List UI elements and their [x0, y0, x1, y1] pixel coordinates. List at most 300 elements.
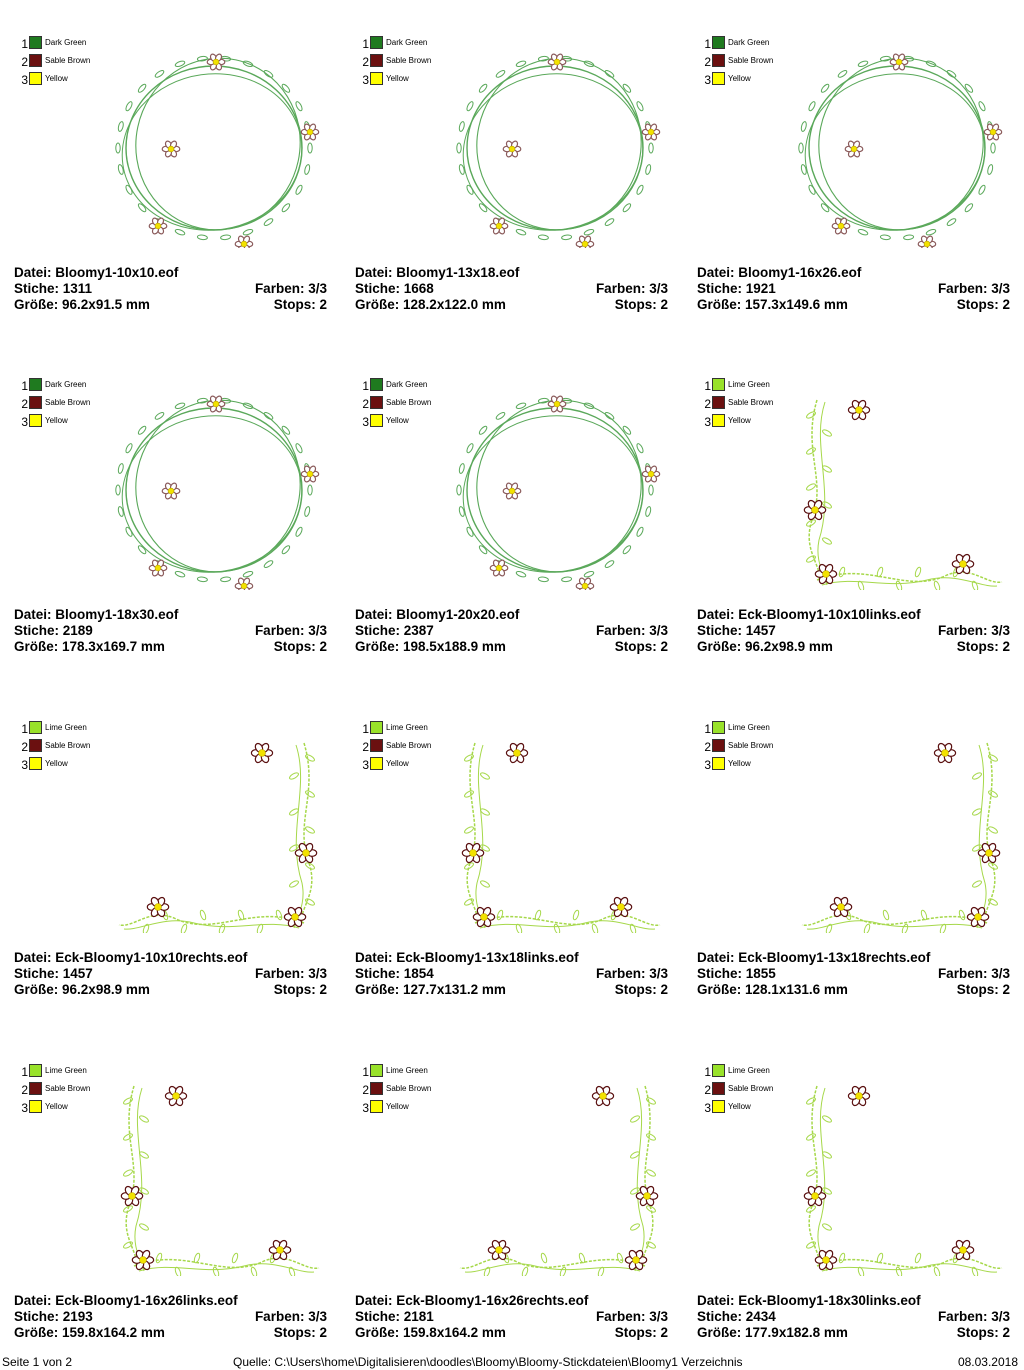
legend-color-name: Yellow — [45, 416, 68, 425]
file-name: Bloomy1-16x26.eof — [738, 265, 862, 280]
design-card — [14, 713, 334, 1013]
stop-count: 2 — [319, 297, 327, 312]
legend-color-name: Sable Brown — [728, 741, 774, 750]
flower-icon — [301, 465, 318, 483]
stitch-count: 1854 — [403, 966, 434, 981]
color-swatch — [29, 721, 42, 734]
color-swatch — [370, 1082, 383, 1095]
stop-count: 2 — [660, 297, 668, 312]
flower-icon — [251, 742, 272, 764]
color-swatch — [712, 414, 725, 427]
color-swatch — [712, 396, 725, 409]
page-footer — [0, 1354, 1024, 1370]
stitch-count: 1311 — [62, 281, 93, 296]
file-name: Eck-Bloomy1-18x30links.eof — [738, 1293, 921, 1308]
flower-icon — [503, 140, 521, 158]
colors-label: Farben: — [254, 1309, 305, 1324]
stops-label: Stops: — [273, 1325, 316, 1340]
flower-icon — [284, 906, 305, 928]
flower-icon — [473, 906, 494, 928]
legend-color-name: Lime Green — [728, 380, 770, 389]
legend-color-name: Yellow — [728, 759, 751, 768]
file-label: Datei: — [355, 607, 393, 622]
embroidery-preview — [797, 48, 1007, 248]
legend-number: 1 — [704, 722, 711, 736]
stitches-label: Stiche: — [355, 623, 401, 638]
design-card — [697, 28, 1017, 328]
design-info — [14, 1293, 327, 1341]
design-size: 177.9x182.8 mm — [745, 1325, 848, 1340]
file-label: Datei: — [697, 607, 735, 622]
stop-count: 2 — [660, 1325, 668, 1340]
design-size: 159.8x164.2 mm — [62, 1325, 165, 1340]
legend-color-name: Dark Green — [386, 380, 428, 389]
colors-label: Farben: — [937, 1309, 988, 1324]
color-swatch — [712, 1100, 725, 1113]
flower-icon — [967, 906, 988, 928]
design-info — [14, 607, 327, 655]
embroidery-preview — [114, 48, 324, 248]
color-swatch — [29, 739, 42, 752]
design-info — [355, 607, 668, 655]
color-swatch — [29, 396, 42, 409]
stop-count: 2 — [1002, 982, 1010, 997]
design-size: 198.5x188.9 mm — [403, 639, 506, 654]
color-swatch — [29, 414, 42, 427]
legend-number: 2 — [362, 740, 369, 754]
legend-number: 1 — [362, 37, 369, 51]
stitches-label: Stiche: — [14, 281, 60, 296]
stitch-count: 2387 — [403, 623, 434, 638]
design-card — [355, 370, 675, 670]
color-swatch — [712, 757, 725, 770]
design-info — [697, 607, 1010, 655]
design-card — [14, 1056, 334, 1356]
stops-label: Stops: — [956, 982, 999, 997]
colors-label: Farben: — [254, 966, 305, 981]
color-swatch — [29, 1064, 42, 1077]
stop-count: 2 — [1002, 297, 1010, 312]
color-swatch — [29, 757, 42, 770]
legend-color-name: Lime Green — [45, 723, 87, 732]
flower-icon — [848, 399, 869, 421]
flower-icon — [132, 1249, 153, 1271]
color-swatch — [712, 721, 725, 734]
embroidery-preview — [797, 733, 1007, 933]
file-name: Bloomy1-18x30.eof — [55, 607, 179, 622]
embroidery-preview — [114, 1076, 324, 1276]
legend-color-name: Lime Green — [728, 723, 770, 732]
color-swatch — [712, 1082, 725, 1095]
stop-count: 2 — [1002, 1325, 1010, 1340]
size-label: Größe: — [355, 297, 400, 312]
colors-label: Farben: — [254, 281, 305, 296]
color-swatch — [29, 54, 42, 67]
design-card — [355, 1056, 675, 1356]
legend-number: 2 — [704, 397, 711, 411]
color-count: 3/3 — [991, 623, 1010, 638]
flower-icon — [576, 577, 594, 590]
embroidery-preview — [114, 733, 324, 933]
color-swatch — [370, 721, 383, 734]
flower-icon — [576, 235, 594, 248]
legend-number: 3 — [362, 1101, 369, 1115]
color-count: 3/3 — [649, 1309, 668, 1324]
flower-icon — [642, 465, 659, 483]
stitch-count: 2434 — [745, 1309, 776, 1324]
color-swatch — [712, 54, 725, 67]
legend-number: 2 — [21, 55, 28, 69]
embroidery-preview — [455, 1076, 665, 1276]
color-swatch — [29, 1100, 42, 1113]
file-label: Datei: — [697, 265, 735, 280]
file-label: Datei: — [355, 950, 393, 965]
size-label: Größe: — [355, 639, 400, 654]
flower-icon — [592, 1085, 613, 1107]
color-swatch — [29, 1082, 42, 1095]
design-info — [355, 265, 668, 313]
embroidery-preview — [455, 733, 665, 933]
size-label: Größe: — [697, 639, 742, 654]
legend-color-name: Yellow — [45, 759, 68, 768]
design-size: 157.3x149.6 mm — [745, 297, 848, 312]
legend-number: 3 — [21, 73, 28, 87]
flower-icon — [490, 559, 508, 577]
colors-label: Farben: — [937, 623, 988, 638]
stops-label: Stops: — [956, 1325, 999, 1340]
flower-icon — [890, 53, 908, 71]
size-label: Größe: — [697, 297, 742, 312]
legend-color-name: Yellow — [728, 1102, 751, 1111]
legend-number: 2 — [21, 740, 28, 754]
stitches-label: Stiche: — [697, 623, 743, 638]
legend-number: 1 — [704, 379, 711, 393]
legend-number: 3 — [362, 73, 369, 87]
design-card — [355, 713, 675, 1013]
color-swatch — [370, 396, 383, 409]
color-swatch — [370, 54, 383, 67]
file-label: Datei: — [355, 265, 393, 280]
legend-color-name: Lime Green — [45, 1066, 87, 1075]
flower-icon — [845, 140, 863, 158]
file-name: Bloomy1-20x20.eof — [396, 607, 520, 622]
file-name: Bloomy1-10x10.eof — [55, 265, 179, 280]
file-label: Datei: — [697, 950, 735, 965]
legend-number: 1 — [704, 1065, 711, 1079]
colors-label: Farben: — [254, 623, 305, 638]
legend-color-name: Yellow — [45, 1102, 68, 1111]
stitch-count: 1457 — [62, 966, 93, 981]
stitch-count: 2193 — [62, 1309, 93, 1324]
color-count: 3/3 — [991, 966, 1010, 981]
source-path: Quelle: C:\Users\home\Digitalisieren\doodles\Bloomy\Bloomy-Stickdateien\Bloomy1 Verzeichnis — [233, 1355, 743, 1369]
flower-icon — [918, 235, 936, 248]
file-label: Datei: — [14, 265, 52, 280]
stops-label: Stops: — [273, 982, 316, 997]
legend-color-name: Dark Green — [45, 38, 87, 47]
legend-color-name: Sable Brown — [45, 741, 91, 750]
flower-icon — [548, 395, 566, 413]
legend-number: 3 — [704, 758, 711, 772]
flower-icon — [207, 53, 225, 71]
size-label: Größe: — [355, 1325, 400, 1340]
legend-color-name: Yellow — [45, 74, 68, 83]
design-info — [355, 950, 668, 998]
size-label: Größe: — [14, 297, 59, 312]
design-size: 96.2x91.5 mm — [62, 297, 150, 312]
legend-color-name: Sable Brown — [386, 1084, 432, 1093]
stops-label: Stops: — [956, 639, 999, 654]
flower-icon — [147, 896, 168, 918]
flower-icon — [235, 577, 253, 590]
flower-icon — [235, 235, 253, 248]
stops-label: Stops: — [614, 982, 657, 997]
legend-number: 2 — [362, 1083, 369, 1097]
legend-color-name: Yellow — [728, 416, 751, 425]
design-size: 96.2x98.9 mm — [62, 982, 150, 997]
embroidery-preview — [455, 48, 665, 248]
flower-icon — [269, 1239, 290, 1261]
page-number: Seite 1 von 2 — [2, 1355, 73, 1369]
legend-color-name: Dark Green — [728, 38, 770, 47]
legend-color-name: Lime Green — [728, 1066, 770, 1075]
size-label: Größe: — [14, 1325, 59, 1340]
file-name: Eck-Bloomy1-13x18rechts.eof — [738, 950, 931, 965]
flower-icon — [952, 1239, 973, 1261]
color-swatch — [29, 378, 42, 391]
flower-icon — [610, 896, 631, 918]
color-swatch — [370, 378, 383, 391]
flower-icon — [548, 53, 566, 71]
flower-icon — [934, 742, 955, 764]
flower-icon — [165, 1085, 186, 1107]
stop-count: 2 — [1002, 639, 1010, 654]
stitch-count: 1855 — [745, 966, 776, 981]
flower-icon — [162, 140, 180, 158]
file-label: Datei: — [14, 607, 52, 622]
legend-color-name: Sable Brown — [386, 741, 432, 750]
legend-number: 1 — [21, 722, 28, 736]
color-swatch — [370, 1064, 383, 1077]
legend-number: 3 — [21, 758, 28, 772]
legend-number: 3 — [704, 1101, 711, 1115]
stitch-count: 1457 — [745, 623, 776, 638]
legend-color-name: Sable Brown — [45, 1084, 91, 1093]
legend-number: 3 — [704, 73, 711, 87]
embroidery-preview — [797, 1076, 1007, 1276]
flower-icon — [848, 1085, 869, 1107]
stitches-label: Stiche: — [697, 966, 743, 981]
stop-count: 2 — [660, 982, 668, 997]
file-label: Datei: — [697, 1293, 735, 1308]
legend-number: 3 — [362, 758, 369, 772]
stitches-label: Stiche: — [697, 1309, 743, 1324]
legend-color-name: Sable Brown — [728, 56, 774, 65]
legend-number: 1 — [21, 379, 28, 393]
color-swatch — [370, 739, 383, 752]
stops-label: Stops: — [614, 639, 657, 654]
flower-icon — [301, 123, 318, 141]
embroidery-preview — [797, 390, 1007, 590]
size-label: Größe: — [14, 639, 59, 654]
legend-color-name: Yellow — [386, 1102, 409, 1111]
colors-label: Farben: — [595, 1309, 646, 1324]
legend-color-name: Sable Brown — [728, 398, 774, 407]
color-count: 3/3 — [649, 623, 668, 638]
embroidery-preview — [114, 390, 324, 590]
size-label: Größe: — [355, 982, 400, 997]
flower-icon — [488, 1239, 509, 1261]
legend-color-name: Lime Green — [386, 1066, 428, 1075]
legend-color-name: Yellow — [386, 416, 409, 425]
flower-icon — [815, 563, 836, 585]
flower-icon — [832, 217, 850, 235]
file-label: Datei: — [14, 950, 52, 965]
legend-number: 2 — [362, 55, 369, 69]
stitches-label: Stiche: — [355, 966, 401, 981]
file-name: Bloomy1-13x18.eof — [396, 265, 520, 280]
legend-color-name: Sable Brown — [45, 56, 91, 65]
color-swatch — [712, 378, 725, 391]
design-info — [355, 1293, 668, 1341]
colors-label: Farben: — [595, 623, 646, 638]
design-size: 128.1x131.6 mm — [745, 982, 848, 997]
color-swatch — [370, 1100, 383, 1113]
legend-number: 2 — [704, 740, 711, 754]
legend-number: 1 — [704, 37, 711, 51]
embroidery-preview — [455, 390, 665, 590]
color-count: 3/3 — [991, 281, 1010, 296]
stops-label: Stops: — [614, 1325, 657, 1340]
color-swatch — [29, 36, 42, 49]
stitches-label: Stiche: — [355, 281, 401, 296]
colors-label: Farben: — [595, 281, 646, 296]
stops-label: Stops: — [956, 297, 999, 312]
stop-count: 2 — [319, 1325, 327, 1340]
file-name: Eck-Bloomy1-16x26rechts.eof — [396, 1293, 589, 1308]
file-name: Eck-Bloomy1-10x10links.eof — [738, 607, 921, 622]
design-card — [14, 370, 334, 670]
color-count: 3/3 — [308, 623, 327, 638]
color-swatch — [712, 72, 725, 85]
stops-label: Stops: — [614, 297, 657, 312]
design-info — [697, 1293, 1010, 1341]
legend-color-name: Yellow — [728, 74, 751, 83]
legend-number: 3 — [362, 415, 369, 429]
legend-color-name: Lime Green — [386, 723, 428, 732]
color-swatch — [712, 36, 725, 49]
legend-color-name: Dark Green — [45, 380, 87, 389]
size-label: Größe: — [697, 982, 742, 997]
flower-icon — [149, 559, 167, 577]
legend-number: 2 — [704, 55, 711, 69]
color-swatch — [712, 1064, 725, 1077]
legend-color-name: Sable Brown — [45, 398, 91, 407]
design-card — [14, 28, 334, 328]
stitches-label: Stiche: — [14, 1309, 60, 1324]
color-count: 3/3 — [308, 281, 327, 296]
legend-color-name: Dark Green — [386, 38, 428, 47]
color-swatch — [370, 36, 383, 49]
print-date: 08.03.2018 — [957, 1355, 1018, 1369]
file-label: Datei: — [14, 1293, 52, 1308]
legend-color-name: Sable Brown — [386, 398, 432, 407]
color-swatch — [370, 414, 383, 427]
legend-number: 2 — [21, 397, 28, 411]
stop-count: 2 — [319, 982, 327, 997]
color-count: 3/3 — [649, 966, 668, 981]
legend-number: 2 — [362, 397, 369, 411]
stop-count: 2 — [660, 639, 668, 654]
legend-number: 1 — [21, 37, 28, 51]
flower-icon — [207, 395, 225, 413]
stops-label: Stops: — [273, 297, 316, 312]
stitches-label: Stiche: — [14, 623, 60, 638]
legend-number: 1 — [21, 1065, 28, 1079]
legend-number: 3 — [21, 415, 28, 429]
stitches-label: Stiche: — [355, 1309, 401, 1324]
color-swatch — [370, 72, 383, 85]
stitches-label: Stiche: — [14, 966, 60, 981]
design-info — [697, 950, 1010, 998]
design-size: 178.3x169.7 mm — [62, 639, 165, 654]
stops-label: Stops: — [273, 639, 316, 654]
design-size: 128.2x122.0 mm — [403, 297, 506, 312]
flower-icon — [984, 123, 1001, 141]
flower-icon — [815, 1249, 836, 1271]
legend-color-name: Sable Brown — [728, 1084, 774, 1093]
stop-count: 2 — [319, 639, 327, 654]
size-label: Größe: — [14, 982, 59, 997]
color-swatch — [712, 739, 725, 752]
stitch-count: 2189 — [62, 623, 93, 638]
legend-number: 1 — [362, 1065, 369, 1079]
color-count: 3/3 — [308, 1309, 327, 1324]
legend-number: 3 — [21, 1101, 28, 1115]
file-name: Eck-Bloomy1-10x10rechts.eof — [55, 950, 248, 965]
stitch-count: 1668 — [403, 281, 434, 296]
stitch-count: 1921 — [745, 281, 776, 296]
design-size: 127.7x131.2 mm — [403, 982, 506, 997]
flower-icon — [642, 123, 659, 141]
design-card — [697, 370, 1017, 670]
stitches-label: Stiche: — [697, 281, 743, 296]
colors-label: Farben: — [937, 966, 988, 981]
flower-icon — [625, 1249, 646, 1271]
colors-label: Farben: — [937, 281, 988, 296]
flower-icon — [952, 553, 973, 575]
file-label: Datei: — [355, 1293, 393, 1308]
color-count: 3/3 — [308, 966, 327, 981]
color-swatch — [370, 757, 383, 770]
legend-number: 1 — [362, 379, 369, 393]
legend-number: 1 — [362, 722, 369, 736]
flower-icon — [162, 482, 180, 500]
flower-icon — [490, 217, 508, 235]
design-info — [14, 265, 327, 313]
color-count: 3/3 — [649, 281, 668, 296]
legend-number: 2 — [21, 1083, 28, 1097]
design-card — [697, 713, 1017, 1013]
color-swatch — [29, 72, 42, 85]
colors-label: Farben: — [595, 966, 646, 981]
design-card — [355, 28, 675, 328]
legend-number: 2 — [704, 1083, 711, 1097]
legend-color-name: Yellow — [386, 74, 409, 83]
design-size: 159.8x164.2 mm — [403, 1325, 506, 1340]
stitch-count: 2181 — [403, 1309, 434, 1324]
size-label: Größe: — [697, 1325, 742, 1340]
